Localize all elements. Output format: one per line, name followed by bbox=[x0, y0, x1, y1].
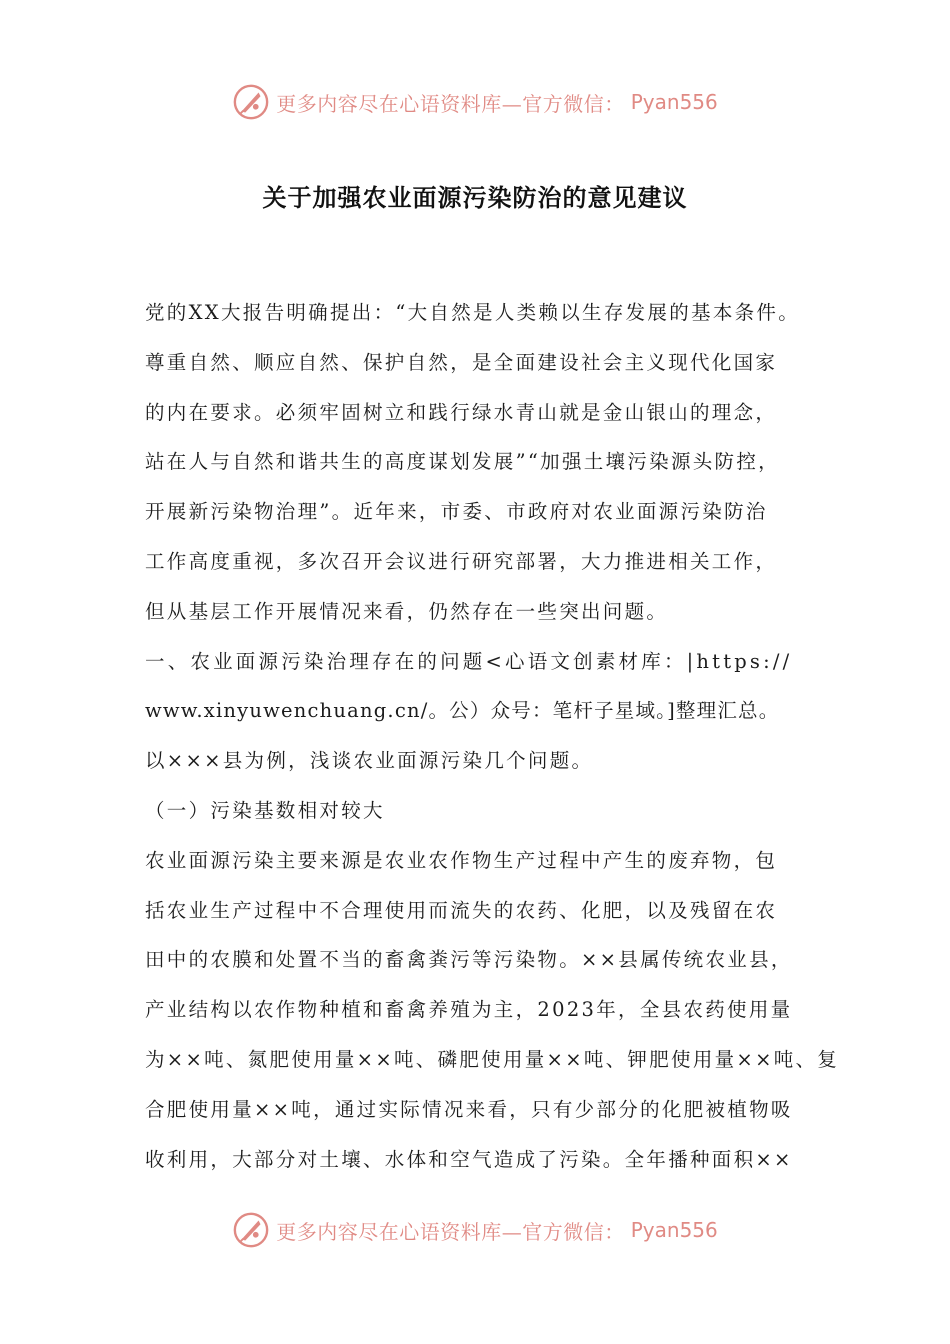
body-line: 工作高度重视，多次召开会议进行研究部署，大力推进相关工作， bbox=[145, 549, 778, 573]
body-line: 收利用，大部分对土壤、水体和空气造成了污染。全年播种面积×× bbox=[145, 1147, 793, 1171]
document-body bbox=[145, 288, 840, 1184]
body-line: 开展新污染物治理”。近年来，市委、市政府对农业面源污染防治 bbox=[145, 500, 768, 524]
subsection-heading: （一）污染基数相对较大 bbox=[145, 798, 385, 822]
body-line: 党的XX大报告明确提出：“大自然是人类赖以生存发展的基本条件。 bbox=[145, 301, 801, 324]
body-line: 的内在要求。必须牢固树立和践行绿水青山就是金山银山的理念， bbox=[145, 400, 778, 424]
body-line: 产业结构以农作物种植和畜禽养殖为主，2023年，全县农药使用量 bbox=[145, 998, 793, 1022]
document-title: 关于加强农业面源污染防治的意见建议 bbox=[262, 184, 688, 212]
body-line: 为××吨、氮肥使用量××吨、磷肥使用量××吨、钾肥使用量××吨、复 bbox=[145, 1047, 840, 1071]
watermark-text: 更多内容尽在心语资料库—官方微信： bbox=[276, 91, 625, 116]
quill-logo-icon bbox=[232, 1211, 270, 1249]
body-line: 但从基层工作开展情况来看，仍然存在一些突出问题。 bbox=[145, 599, 669, 623]
watermark-handle: Pyan556 bbox=[630, 1218, 718, 1242]
watermark-handle: Pyan556 bbox=[630, 90, 718, 114]
body-line: 合肥使用量××吨，通过实际情况来看，只有少部分的化肥被植物吸 bbox=[145, 1097, 793, 1121]
body-line: 以×××县为例，浅谈农业面源污染几个问题。 bbox=[145, 749, 594, 773]
quill-logo-icon bbox=[232, 83, 270, 121]
body-line: 田中的农膜和处置不当的畜禽粪污等污染物。××县属传统农业县， bbox=[145, 948, 793, 972]
body-line: 尊重自然、顺应自然、保护自然，是全面建设社会主义现代化国家 bbox=[145, 350, 778, 374]
body-line: 农业面源污染主要来源是农业农作物生产过程中产生的废弃物，包 bbox=[145, 848, 778, 872]
section-heading: 一、农业面源污染治理存在的问题<心语文创素材库：|https:// bbox=[145, 649, 793, 673]
watermark-text: 更多内容尽在心语资料库—官方微信： bbox=[276, 1219, 625, 1244]
watermark-banner-top bbox=[0, 82, 950, 122]
body-line: 括农业生产过程中不合理使用而流失的农药、化肥，以及残留在农 bbox=[145, 898, 778, 922]
body-line: 站在人与自然和谐共生的高度谋划发展”“加强土壤污染源头防控， bbox=[145, 450, 780, 474]
watermark-banner-bottom bbox=[0, 1210, 950, 1250]
body-line: www.xinyuwenchuang.cn/。公）众号：笔杆子星域。]整理汇总。 bbox=[145, 699, 780, 723]
